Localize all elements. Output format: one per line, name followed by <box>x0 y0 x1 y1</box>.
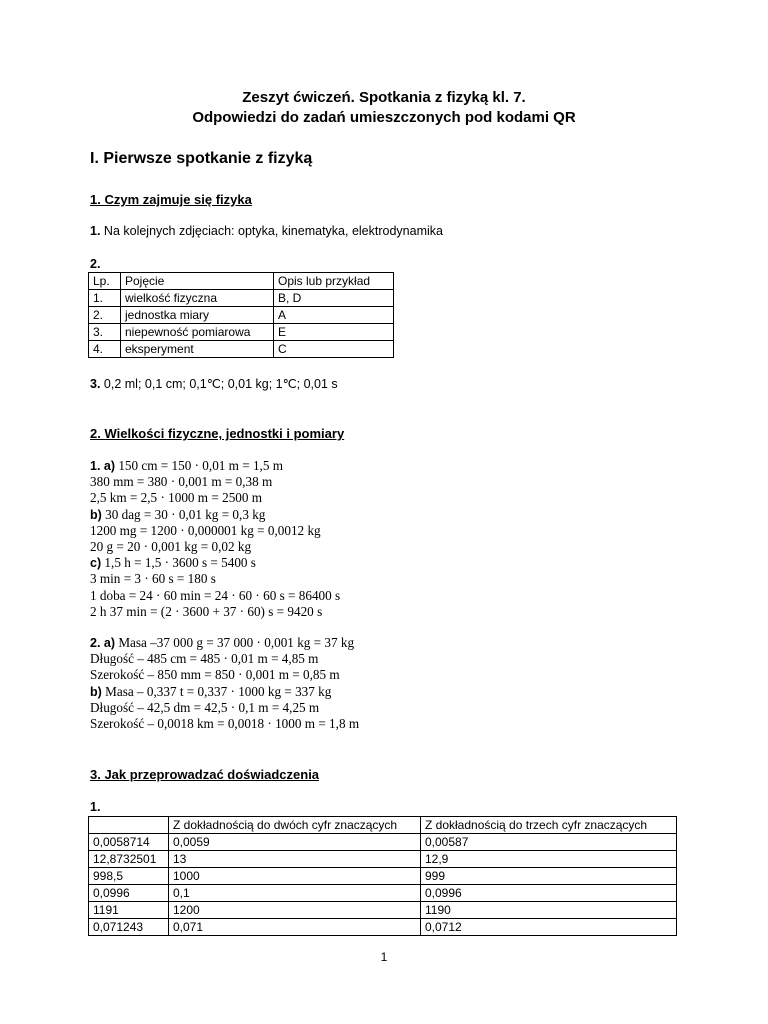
table-row <box>89 919 677 936</box>
answer-equation: 3 min = 3 · 60 s = 180 s <box>90 571 216 587</box>
answer-prefix: Długość – <box>90 651 148 667</box>
answer-equation: 30 dag = 30 · 0,01 kg = 0,3 kg <box>101 506 266 522</box>
answer-equation: 485 cm = 485 · 0,01 m = 4,85 m <box>147 651 319 667</box>
table-cell: 3. <box>89 324 121 341</box>
answer-prefix: Masa – <box>101 683 147 699</box>
answer-line <box>90 667 359 683</box>
answer-equation: 850 mm = 850 · 0,001 m = 0,85 m <box>157 667 340 683</box>
table-row <box>89 307 394 324</box>
section1-task2-number: 2. <box>90 257 101 271</box>
answer-line <box>90 651 359 667</box>
table-cell: 0,1 <box>169 885 421 902</box>
answer-line <box>90 539 340 555</box>
answer-line <box>90 458 340 474</box>
answer-line <box>90 507 340 523</box>
table-cell: 1191 <box>89 902 169 919</box>
answer-line <box>90 604 340 620</box>
answer-equation: 37 000 g = 37 000 · 0,001 kg = 37 kg <box>156 635 355 650</box>
answer-equation: 2,5 km = 2,5 · 1000 m = 2500 m <box>90 490 263 506</box>
section1-task1 <box>90 224 443 238</box>
table-cell: 0,0712 <box>421 919 677 936</box>
table-cell: 1200 <box>169 902 421 919</box>
answer-equation: 0,0018 km = 0,0018 · 1000 m = 1,8 m <box>157 715 360 731</box>
table-row <box>89 834 677 851</box>
table-header-row <box>89 273 394 290</box>
table-cell: jednostka miary <box>121 307 274 324</box>
table-cell: 12,9 <box>421 851 677 868</box>
answer-line <box>90 700 359 716</box>
table-header-row <box>89 817 677 834</box>
answer-label: b) <box>90 684 102 699</box>
table-cell: E <box>274 324 394 341</box>
table-cell: A <box>274 307 394 324</box>
unit-conversion-answers <box>90 458 340 620</box>
document-title-line1: Zeszyt ćwiczeń. Spotkania z fizyką kl. 7. <box>242 89 526 106</box>
answer-line <box>90 523 340 539</box>
section1-title: 1. Czym zajmuje się fizyka <box>90 192 252 207</box>
significant-figures-table <box>88 816 677 936</box>
chapter-title: I. Pierwsze spotkanie z fizyką <box>90 150 313 167</box>
table-row <box>89 868 677 885</box>
answer-equation: 0,337 t = 0,337 · 1000 kg = 337 kg <box>146 683 332 699</box>
table-cell: 13 <box>169 851 421 868</box>
answer-label: 1. a) <box>90 459 116 473</box>
answer-line <box>90 588 340 604</box>
table-cell: 999 <box>421 868 677 885</box>
answer-prefix: Długość – <box>90 699 148 715</box>
table-cell: 0,0059 <box>169 834 421 851</box>
table-row <box>89 290 394 307</box>
table-cell: 0,071 <box>169 919 421 936</box>
answer-label: c) <box>90 556 102 571</box>
table-row <box>89 324 394 341</box>
answer-line <box>90 684 359 700</box>
table-cell: wielkość fizyczna <box>121 290 274 307</box>
table-cell: 0,0058714 <box>89 834 169 851</box>
table-header-cell: Z dokładnością do trzech cyfr znaczących <box>421 817 677 834</box>
table-cell: eksperyment <box>121 341 274 358</box>
table-header-cell: Opis lub przykład <box>274 273 394 290</box>
section1-task3 <box>90 376 338 391</box>
answer-equation: 1,5 h = 1,5 · 3600 s = 5400 s <box>101 555 256 571</box>
table-header-cell: Pojęcie <box>121 273 274 290</box>
concepts-table <box>88 272 394 358</box>
answer-line <box>90 716 359 732</box>
table-cell: 0,00587 <box>421 834 677 851</box>
table-cell: 1190 <box>421 902 677 919</box>
answer-equation: 1 doba = 24 · 60 min = 24 · 60 · 60 s = 86400 s <box>90 587 341 603</box>
table-header-cell <box>89 817 169 834</box>
table-cell: 998,5 <box>89 868 169 885</box>
answer-line <box>90 635 359 651</box>
answer-line <box>90 555 340 571</box>
answer-line <box>90 490 340 506</box>
answer-label: 2. a) <box>90 636 116 650</box>
answer-prefix: Masa – <box>115 635 157 650</box>
section2-title: 2. Wielkości fizyczne, jednostki i pomiary <box>90 426 345 441</box>
section3-title: 3. Jak przeprowadzać doświadczenia <box>90 767 320 782</box>
table-row <box>89 341 394 358</box>
answer-equation: 20 g = 20 · 0,001 kg = 0,02 kg <box>90 538 252 554</box>
task-text: Na kolejnych zdjęciach: optyka, kinematyka, elektrodynamika <box>100 224 443 238</box>
table-cell: B, D <box>274 290 394 307</box>
task-number: 3. <box>90 377 101 391</box>
section3-task1-number: 1. <box>90 800 101 814</box>
answer-equation: 150 cm = 150 · 0,01 m = 1,5 m <box>115 458 284 473</box>
table-row <box>89 885 677 902</box>
table-cell: 1. <box>89 290 121 307</box>
answer-equation: 42,5 dm = 42,5 · 0,1 m = 4,25 m <box>147 699 320 715</box>
answer-equation: 1200 mg = 1200 · 0,000001 kg = 0,0012 kg <box>90 522 321 538</box>
table-header-cell: Lp. <box>89 273 121 290</box>
table-cell: 1000 <box>169 868 421 885</box>
answer-line <box>90 474 340 490</box>
table-row <box>89 902 677 919</box>
task-text: 0,2 ml; 0,1 cm; 0,1℃; 0,01 kg; 1℃; 0,01 s <box>100 377 338 391</box>
page-number: 1 <box>380 950 388 964</box>
table-row <box>89 851 677 868</box>
table-cell: 2. <box>89 307 121 324</box>
answer-prefix: Szerokość – <box>90 715 158 731</box>
answer-label: b) <box>90 507 102 522</box>
answer-equation: 2 h 37 min = (2 · 3600 + 37 · 60) s = 9420 s <box>90 603 323 619</box>
table-cell: 4. <box>89 341 121 358</box>
table-cell: C <box>274 341 394 358</box>
table-cell: 12,8732501 <box>89 851 169 868</box>
table-cell: 0,071243 <box>89 919 169 936</box>
answer-line <box>90 571 340 587</box>
table-cell: 0,0996 <box>421 885 677 902</box>
table-cell: niepewność pomiarowa <box>121 324 274 341</box>
document-title-line2: Odpowiedzi do zadań umieszczonych pod kodami QR <box>192 109 576 126</box>
answer-equation: 380 mm = 380 · 0,001 m = 0,38 m <box>90 474 273 490</box>
table-header-cell: Z dokładnością do dwóch cyfr znaczących <box>169 817 421 834</box>
answer-prefix: Szerokość – <box>90 667 158 683</box>
task-number: 1. <box>90 224 101 238</box>
table-cell: 0,0996 <box>89 885 169 902</box>
mass-length-answers <box>90 635 359 732</box>
